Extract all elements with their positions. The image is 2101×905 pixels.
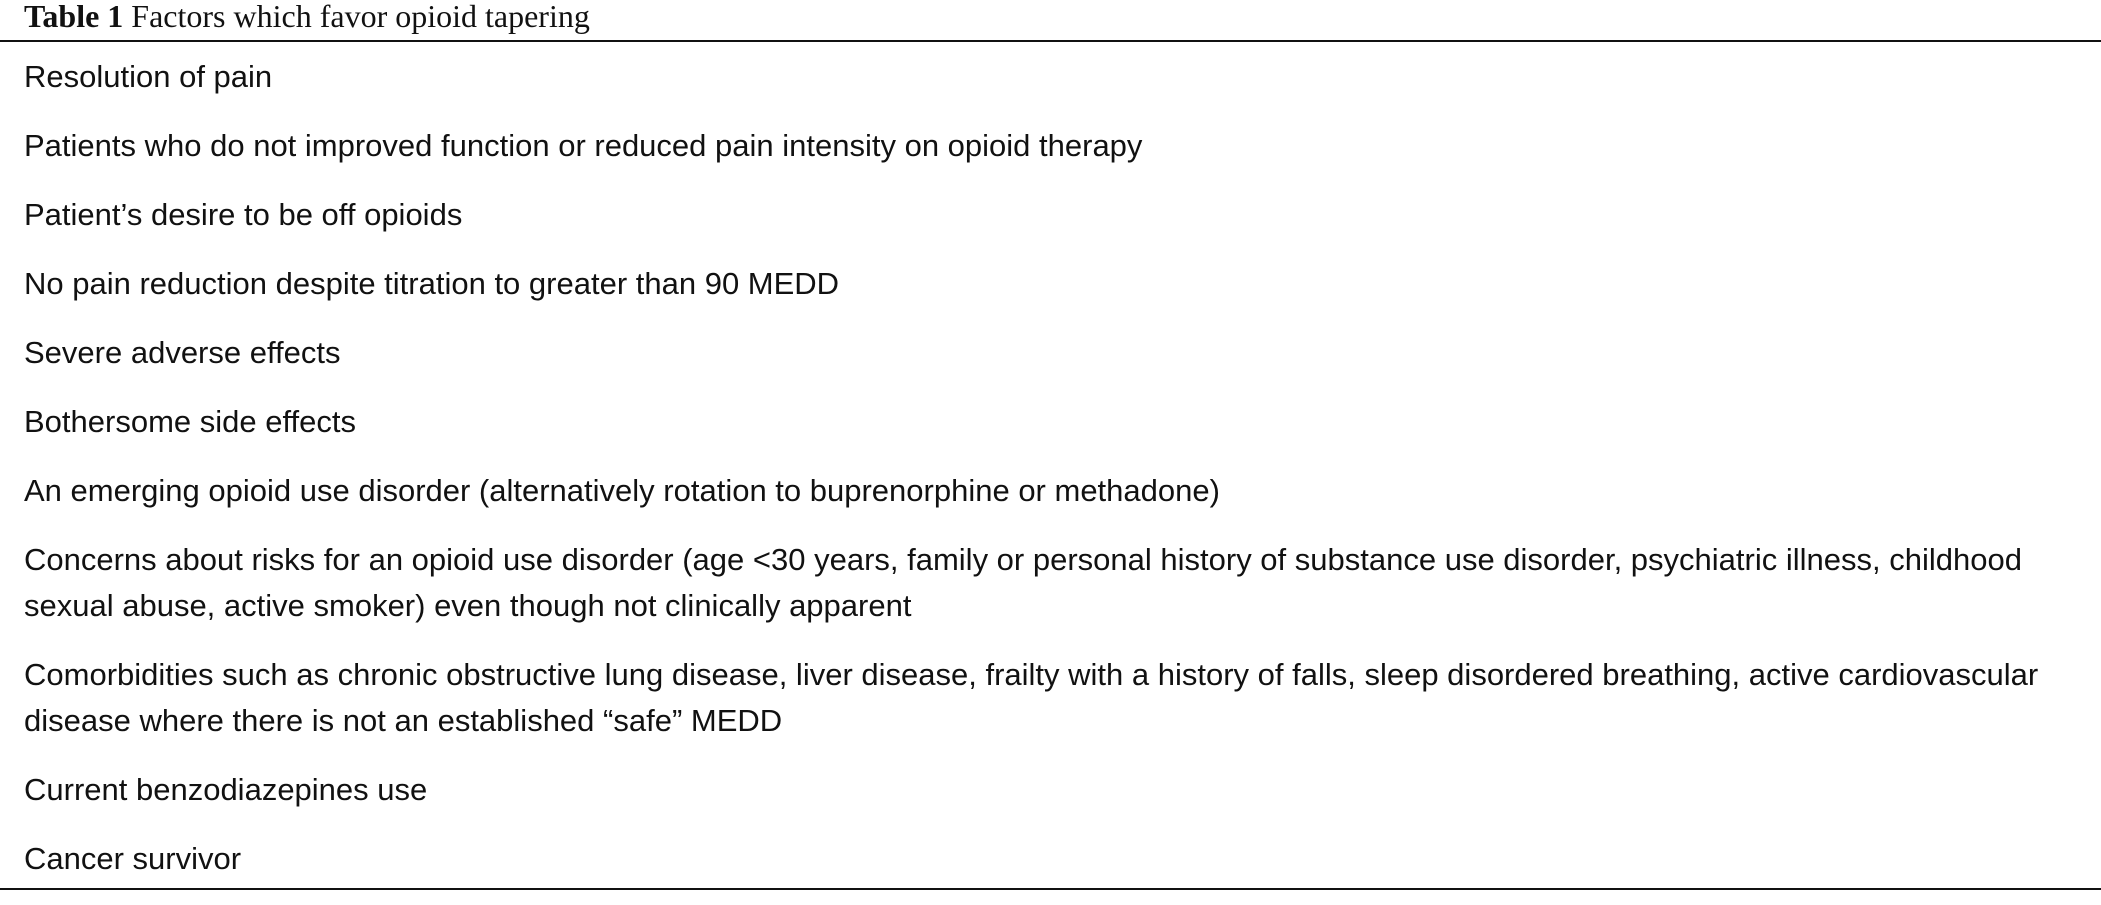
table-caption — [0, 0, 2101, 40]
table-row: Cancer survivor — [24, 841, 242, 876]
table-row: Comorbidities such as chronic obstructive lung disease, liver disease, frailty with a history of falls, sleep disordered breathing, active cardiovascular disease where there is not an established “safe” MEDD — [24, 657, 2039, 738]
table-row: Resolution of pain — [24, 59, 273, 94]
table-caption-text: Factors which favor opioid tapering — [131, 0, 590, 34]
table-row: Patients who do not improved function or reduced pain intensity on opioid therapy — [24, 128, 1143, 163]
table-row: No pain reduction despite titration to greater than 90 MEDD — [24, 266, 840, 301]
table-row: Patient’s desire to be off opioids — [24, 197, 463, 232]
table-body — [0, 54, 2101, 905]
table-bottom-rule — [0, 888, 2101, 890]
table-top-rule — [0, 40, 2101, 42]
table-row: Severe adverse effects — [24, 335, 341, 370]
table-row: An emerging opioid use disorder (alternatively rotation to buprenorphine or methadone) — [24, 473, 1220, 508]
table-row: Current benzodiazepines use — [24, 772, 428, 807]
table-row: Bothersome side effects — [24, 404, 356, 439]
table-row: Concerns about risks for an opioid use disorder (age <30 years, family or personal history of substance use disorder, psychiatric illness, childhood sexual abuse, active smoker) even though not clinically apparent — [24, 542, 2022, 623]
table-caption-label: Table 1 — [24, 0, 124, 34]
